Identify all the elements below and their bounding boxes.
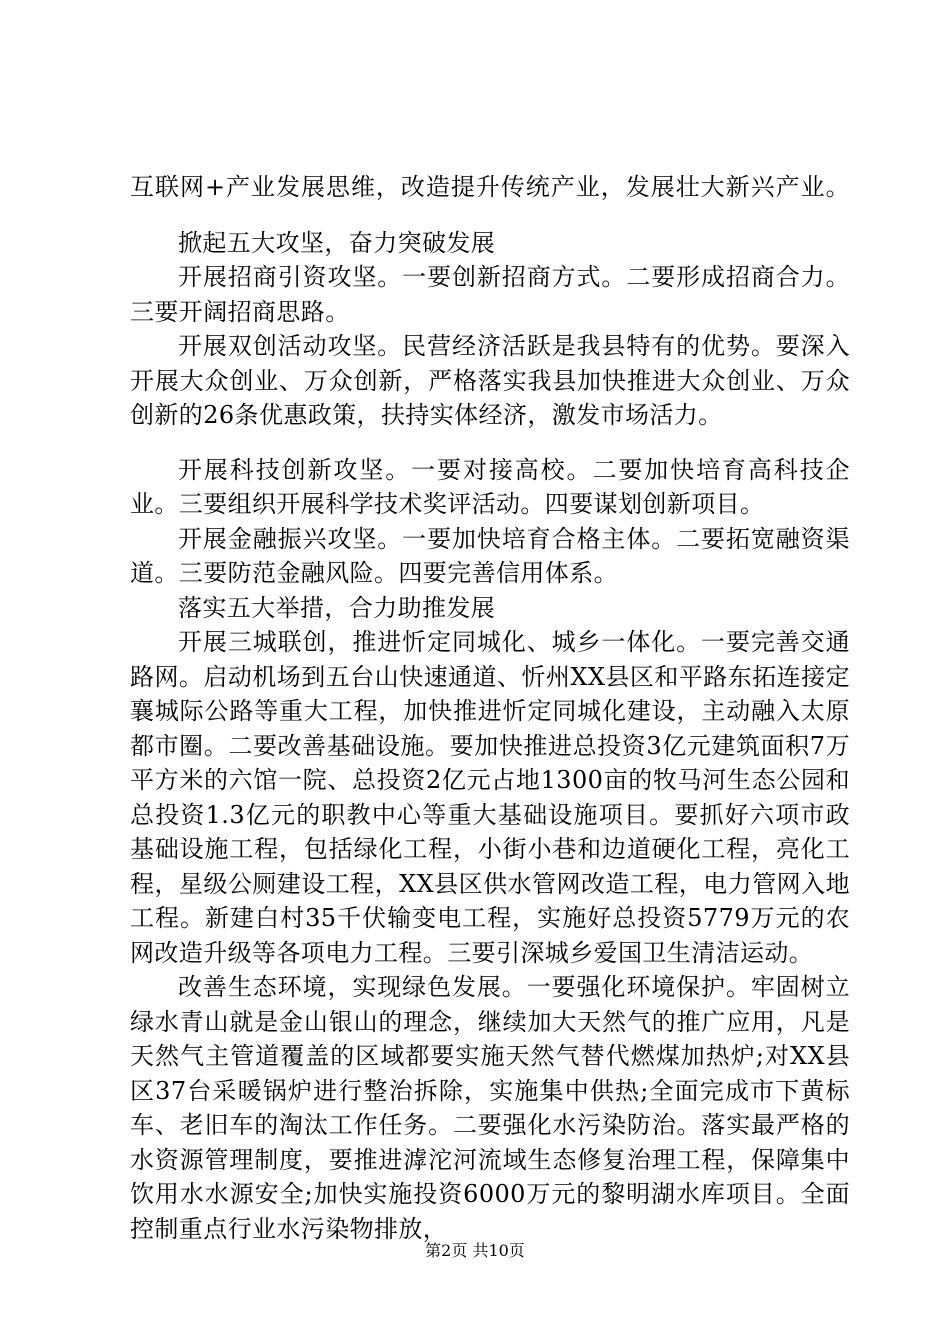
paragraph-finance: 开展金融振兴攻坚。一要加快培育合格主体。二要拓宽融资渠道。三要防范金融风险。四要完善信用体系。: [130, 524, 850, 587]
paragraph-innovation-activities: 开展双创活动攻坚。民营经济活跃是我县特有的优势。要深入开展大众创业、万众创新，严格落实我县加快推进大众创业、万众创新的26条优惠政策，扶持实体经济，激发市场活力。: [130, 332, 850, 429]
paragraph-ecology: 改善生态环境，实现绿色发展。一要强化环境保护。牢固树立绿水青山就是金山银山的理念，继续加大天然气的推广应用，凡是天然气主管道覆盖的区域都要实施天然气替代燃煤加热炉;对XX县区37台采暖锅炉进行整治拆除，实施集中供热;全面完成市下黄标车、老旧车的淘汰工作任务。二要强化水污染防治。落实最严格的水资源管理制度，要推进滹沱河流域生态修复治理工程，保障集中饮用水水源安全;加快实施投资6000万元的黎明湖水库项目。全面控制重点行业水污染物排放，: [130, 973, 850, 1243]
paragraph-technology: 开展科技创新攻坚。一要对接高校。二要加快培育高科技企业。三要组织开展科学技术奖评活动。四要谋划创新项目。: [130, 455, 850, 518]
paragraph-investment: 开展招商引资攻坚。一要创新招商方式。二要形成招商合力。三要开阔招商思路。: [130, 263, 850, 326]
page-footer: 第2页 共10页: [425, 1241, 525, 1260]
document-body: [130, 170, 850, 1246]
paragraph-urban-integration: 开展三城联创，推进忻定同城化、城乡一体化。一要完善交通路网。启动机场到五台山快速通道、忻州XX县区和平路东拓连接定襄城际公路等重大工程，加快推进忻定同城化建设，主动融入太原都市圈。二要改善基础设施。要加快推进总投资3亿元建筑面积7万平方米的六馆一院、总投资2亿元占地1300亩的牧马河生态公园和总投资1.3亿元的职教中心等重大基础设施项目。要抓好六项市政基础设施工程，包括绿化工程，小街小巷和边道硬化工程，亮化工程，星级公厕建设工程，XX县区供水管网改造工程，电力管网入地工程。新建白村35千伏输变电工程，实施好总投资5779万元的农网改造升级等各项电力工程。三要引深城乡爱国卫生清洁运动。: [130, 628, 850, 967]
paragraph-continuation: 互联网+产业发展思维，改造提升传统产业，发展壮大新兴产业。: [130, 173, 850, 201]
section-heading-five-tasks: 掀起五大攻坚，奋力突破发展: [178, 228, 496, 257]
section-heading-five-measures: 落实五大举措，合力助推发展: [178, 593, 496, 622]
